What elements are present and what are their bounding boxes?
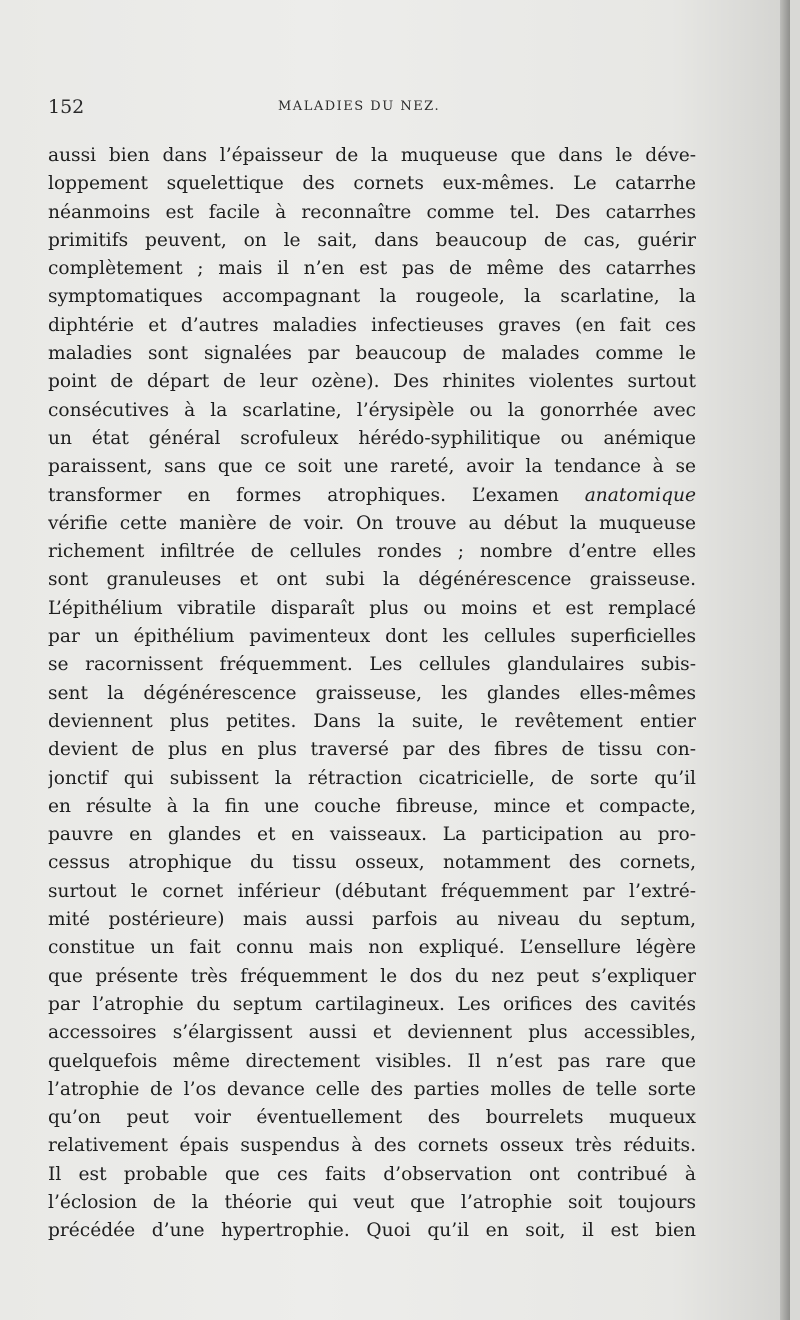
text-line: symptomatiques accompagnant la rougeole, la scarlatine, la <box>48 286 696 308</box>
text-line: se racornissent fréquemment. Les cellules glandulaires subis- <box>48 654 696 676</box>
text-line: loppement squelettique des cornets eux-mêmes. Le catarrhe <box>48 173 696 195</box>
text-line: point de départ de leur ozène). Des rhinites violentes surtout <box>48 371 696 393</box>
text-line: qu’on peut voir éventuellement des bourrelets muqueux <box>48 1107 696 1129</box>
text-line: mité postérieure) mais aussi parfois au niveau du septum, <box>48 909 696 931</box>
text-line: vérifie cette manière de voir. On trouve au début la muqueuse <box>48 512 696 534</box>
text-line: primitifs peuvent, on le sait, dans beaucoup de cas, guérir <box>48 229 696 251</box>
text-line: pauvre en glandes et en vaisseaux. La participation au pro- <box>48 824 696 846</box>
text-line: paraissent, sans que ce soit une rareté, avoir la tendance à se <box>48 456 696 478</box>
text-line: relativement épais suspendus à des cornets osseux très réduits. <box>48 1135 696 1157</box>
text-line: néanmoins est facile à reconnaître comme tel. Des catarrhes <box>48 201 696 223</box>
text-line: un état général scrofuleux hérédo-syphilitique ou anémique <box>48 427 696 449</box>
body-text <box>48 142 696 1246</box>
text-line: en résulte à la fin une couche fibreuse, mince et compacte, <box>48 795 696 817</box>
text-line: aussi bien dans l’épaisseur de la muqueuse que dans le déve- <box>48 145 696 166</box>
text-line: l’atrophie de l’os devance celle des parties molles de telle sorte <box>48 1078 696 1100</box>
text-line: complètement ; mais il n’en est pas de même des catarrhes <box>48 258 696 280</box>
text-line: L’épithélium vibratile disparaît plus ou moins et est remplacé <box>48 597 696 619</box>
text-line: par l’atrophie du septum cartilagineux. Les orifices des cavités <box>48 993 696 1015</box>
running-title: MALADIES DU NEZ. <box>278 99 441 114</box>
text-line: diphtérie et d’autres maladies infectieuses graves (en fait ces <box>48 314 696 336</box>
text-line: richement infiltrée de cellules rondes ; nombre d’entre elles <box>48 541 696 563</box>
italic-term: anatomique <box>584 484 696 506</box>
text-line: devient de plus en plus traversé par des fibres de tissu con- <box>48 739 696 761</box>
text-line: que présente très fréquemment le dos du nez peut s’expliquer <box>48 965 696 987</box>
text-line: deviennent plus petites. Dans la suite, le revêtement entier <box>48 710 696 732</box>
text-line: jonctif qui subissent la rétraction cicatricielle, de sorte qu’il <box>48 767 696 789</box>
text-line: sent la dégénérescence graisseuse, les glandes elles-mêmes <box>48 682 696 704</box>
page-edge <box>780 0 790 1320</box>
page-number: 152 <box>48 96 85 118</box>
text-line: précédée d’une hypertrophie. Quoi qu’il en soit, il est bien <box>48 1220 696 1242</box>
text-line: surtout le cornet inférieur (débutant fréquemment par l’extré- <box>48 880 696 902</box>
text-line <box>48 482 696 510</box>
text-line: sont granuleuses et ont subi la dégénérescence graisseuse. <box>48 569 696 591</box>
text-line: accessoires s’élargissent aussi et deviennent plus accessibles, <box>48 1022 696 1044</box>
text-line: Il est probable que ces faits d’observation ont contribué à <box>48 1163 696 1185</box>
text-line: cessus atrophique du tissu osseux, notamment des cornets, <box>48 852 696 874</box>
text-line: consécutives à la scarlatine, l’érysipèle ou la gonorrhée avec <box>48 399 696 421</box>
text-line: l’éclosion de la théorie qui veut que l’atrophie soit toujours <box>48 1191 696 1213</box>
page-header <box>48 96 698 124</box>
text-line: maladies sont signalées par beaucoup de malades comme le <box>48 343 696 365</box>
text-line: quelquefois même directement visibles. Il n’est pas rare que <box>48 1050 696 1072</box>
text-line: constitue un fait connu mais non expliqué. L’ensellure légère <box>48 937 696 959</box>
text-segment: transformer en formes atrophiques. L’examen <box>48 484 585 506</box>
text-line: par un épithélium pavimenteux dont les cellules superficielles <box>48 626 696 648</box>
